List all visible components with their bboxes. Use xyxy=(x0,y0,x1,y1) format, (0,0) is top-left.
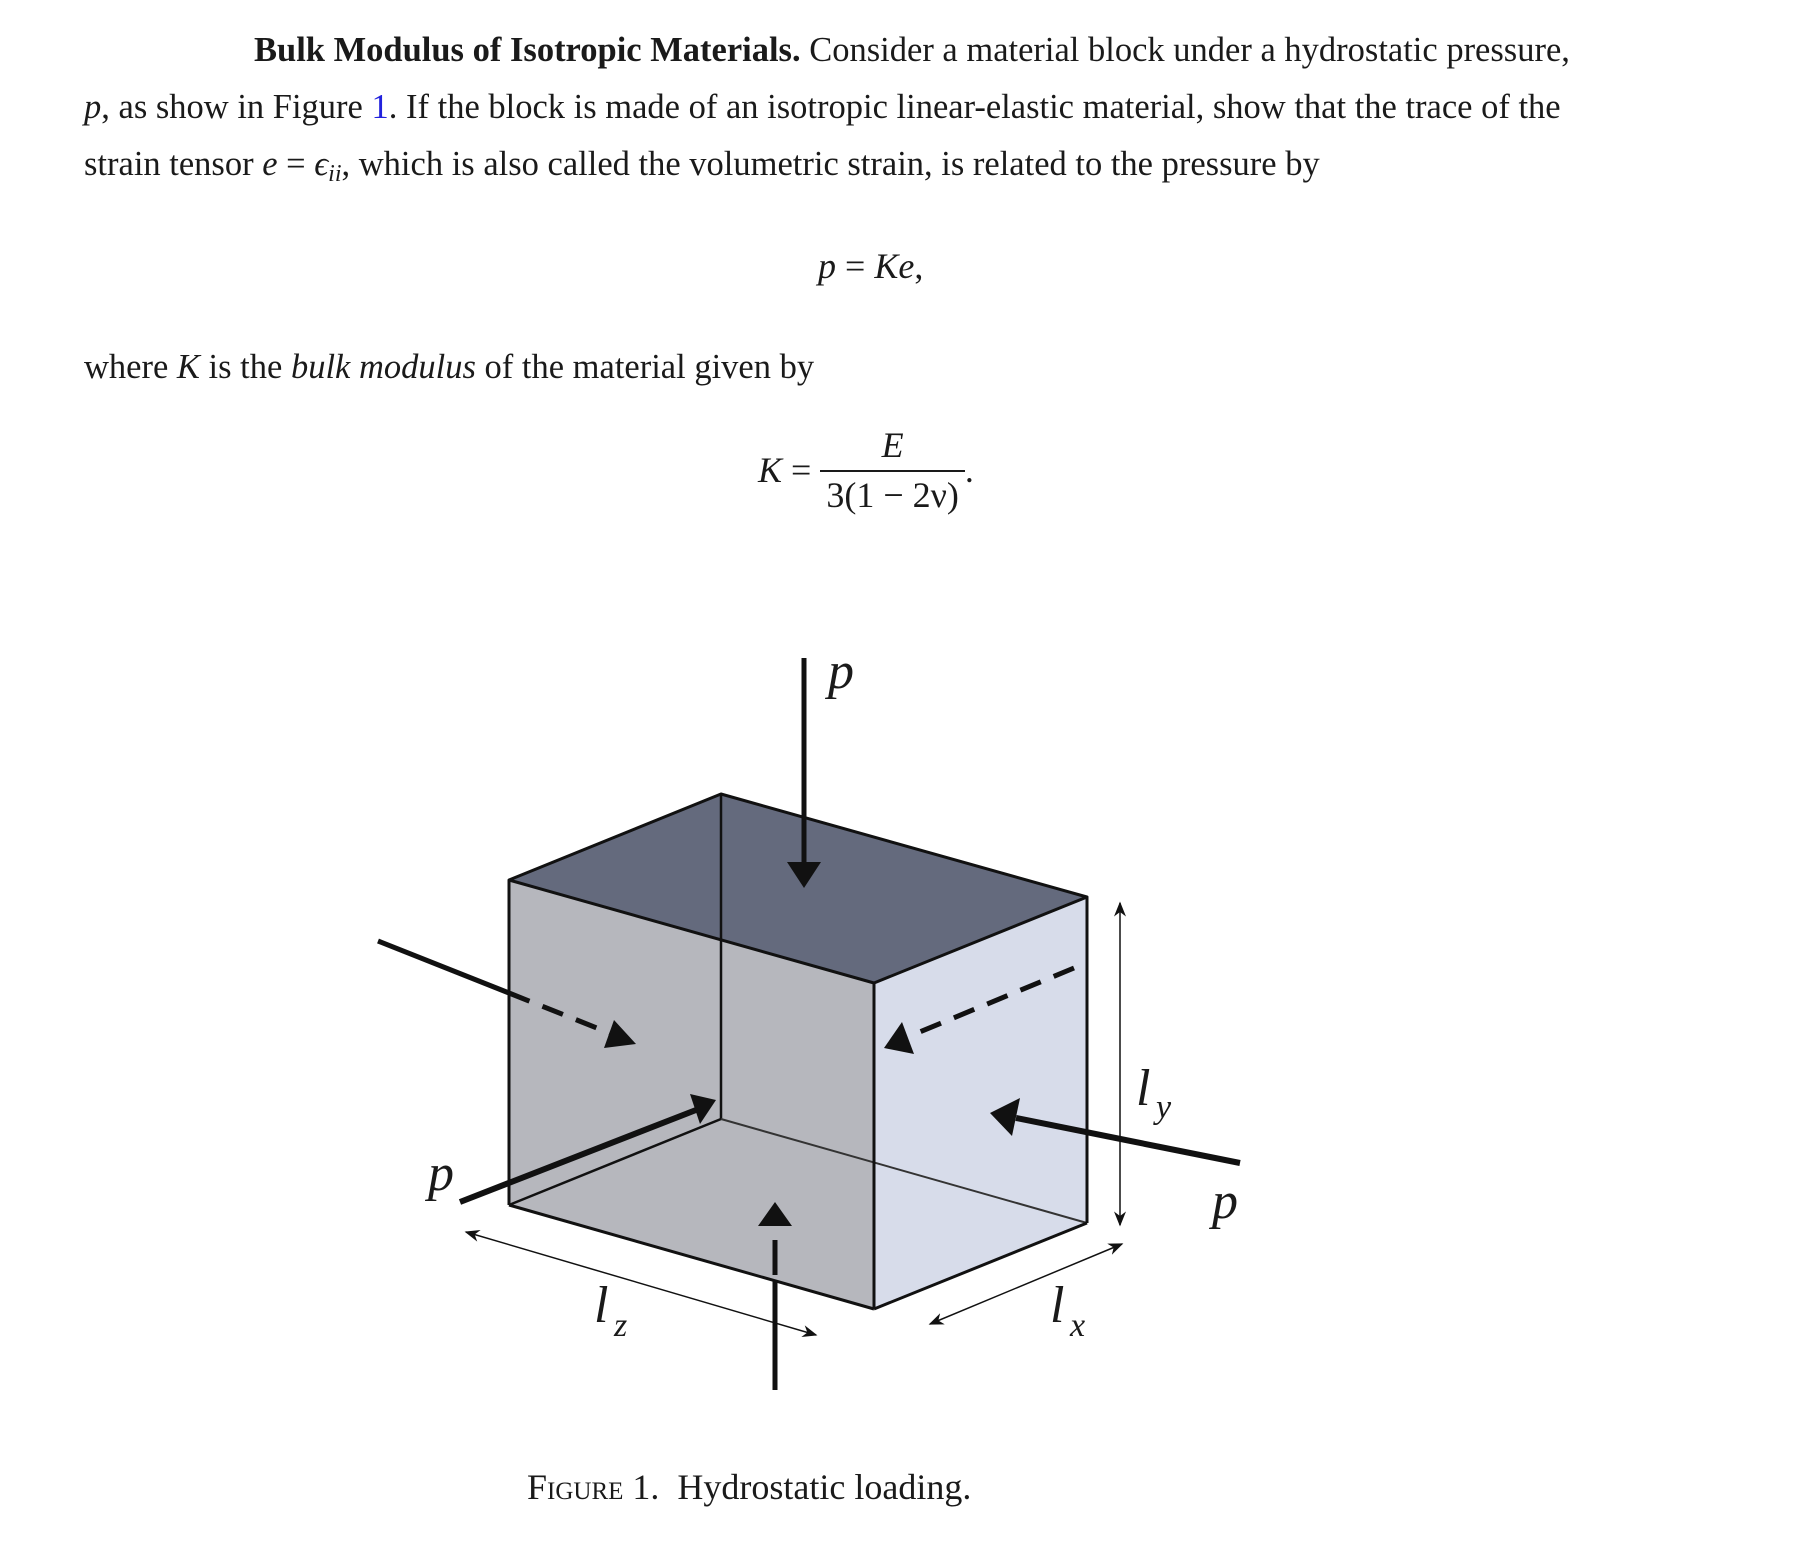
dim-z-subscript: z xyxy=(614,1307,628,1344)
eq2-trail: . xyxy=(964,450,974,490)
dim-y-subscript: y xyxy=(1156,1089,1172,1126)
var-p: p xyxy=(84,88,102,126)
dim-z-label: l xyxy=(594,1277,609,1334)
bulk-modulus-term: bulk modulus xyxy=(290,348,476,386)
top-force-label: p xyxy=(828,643,854,700)
denominator: 3(1 − 2ν) xyxy=(826,475,959,515)
caption-prefix: Figure 1. xyxy=(527,1467,660,1507)
var-e: e xyxy=(262,145,278,183)
dim-y-label: l xyxy=(1136,1060,1151,1117)
eq1-rhs: Ke xyxy=(874,246,915,286)
figure-ref-link[interactable]: 1 xyxy=(371,88,389,126)
right-force-label: p xyxy=(1212,1173,1238,1230)
where-text-b: is the xyxy=(199,348,291,386)
line3-text-b: , which is also called the volumetric strain, is related to the pressure by xyxy=(341,145,1320,183)
problem-title: Bulk Modulus of Isotropic Materials. xyxy=(254,31,801,69)
line2-text-b: . If the block is made of an isotropic linear-elastic material, show that the trace of the xyxy=(388,88,1561,126)
where-text-c: of the material given by xyxy=(475,348,815,386)
left-force-label: p xyxy=(428,1145,454,1202)
eq1-trail: , xyxy=(914,246,924,286)
eq1-op: = xyxy=(836,246,875,286)
figure-caption xyxy=(527,1466,971,1508)
eq2-op: = xyxy=(782,450,821,490)
line2-text-a: , as show in Figure xyxy=(101,88,372,126)
var-K: K xyxy=(176,348,200,386)
caption-text: Hydrostatic loading. xyxy=(677,1467,972,1507)
var-epsilon: ϵ xyxy=(314,145,329,183)
line1-text: Consider a material block under a hydrostatic pressure, xyxy=(809,31,1570,69)
equals: = xyxy=(277,145,315,183)
eq1-lhs: p xyxy=(818,246,836,286)
line3-text-a: strain tensor xyxy=(84,145,263,183)
dim-x-subscript: x xyxy=(1070,1307,1086,1344)
where-text-a: where xyxy=(84,348,177,386)
eq2-lhs: K xyxy=(758,450,783,490)
subscript-ii: ii xyxy=(328,161,342,187)
numerator: E xyxy=(820,424,965,472)
dim-x-label: l xyxy=(1050,1277,1065,1334)
